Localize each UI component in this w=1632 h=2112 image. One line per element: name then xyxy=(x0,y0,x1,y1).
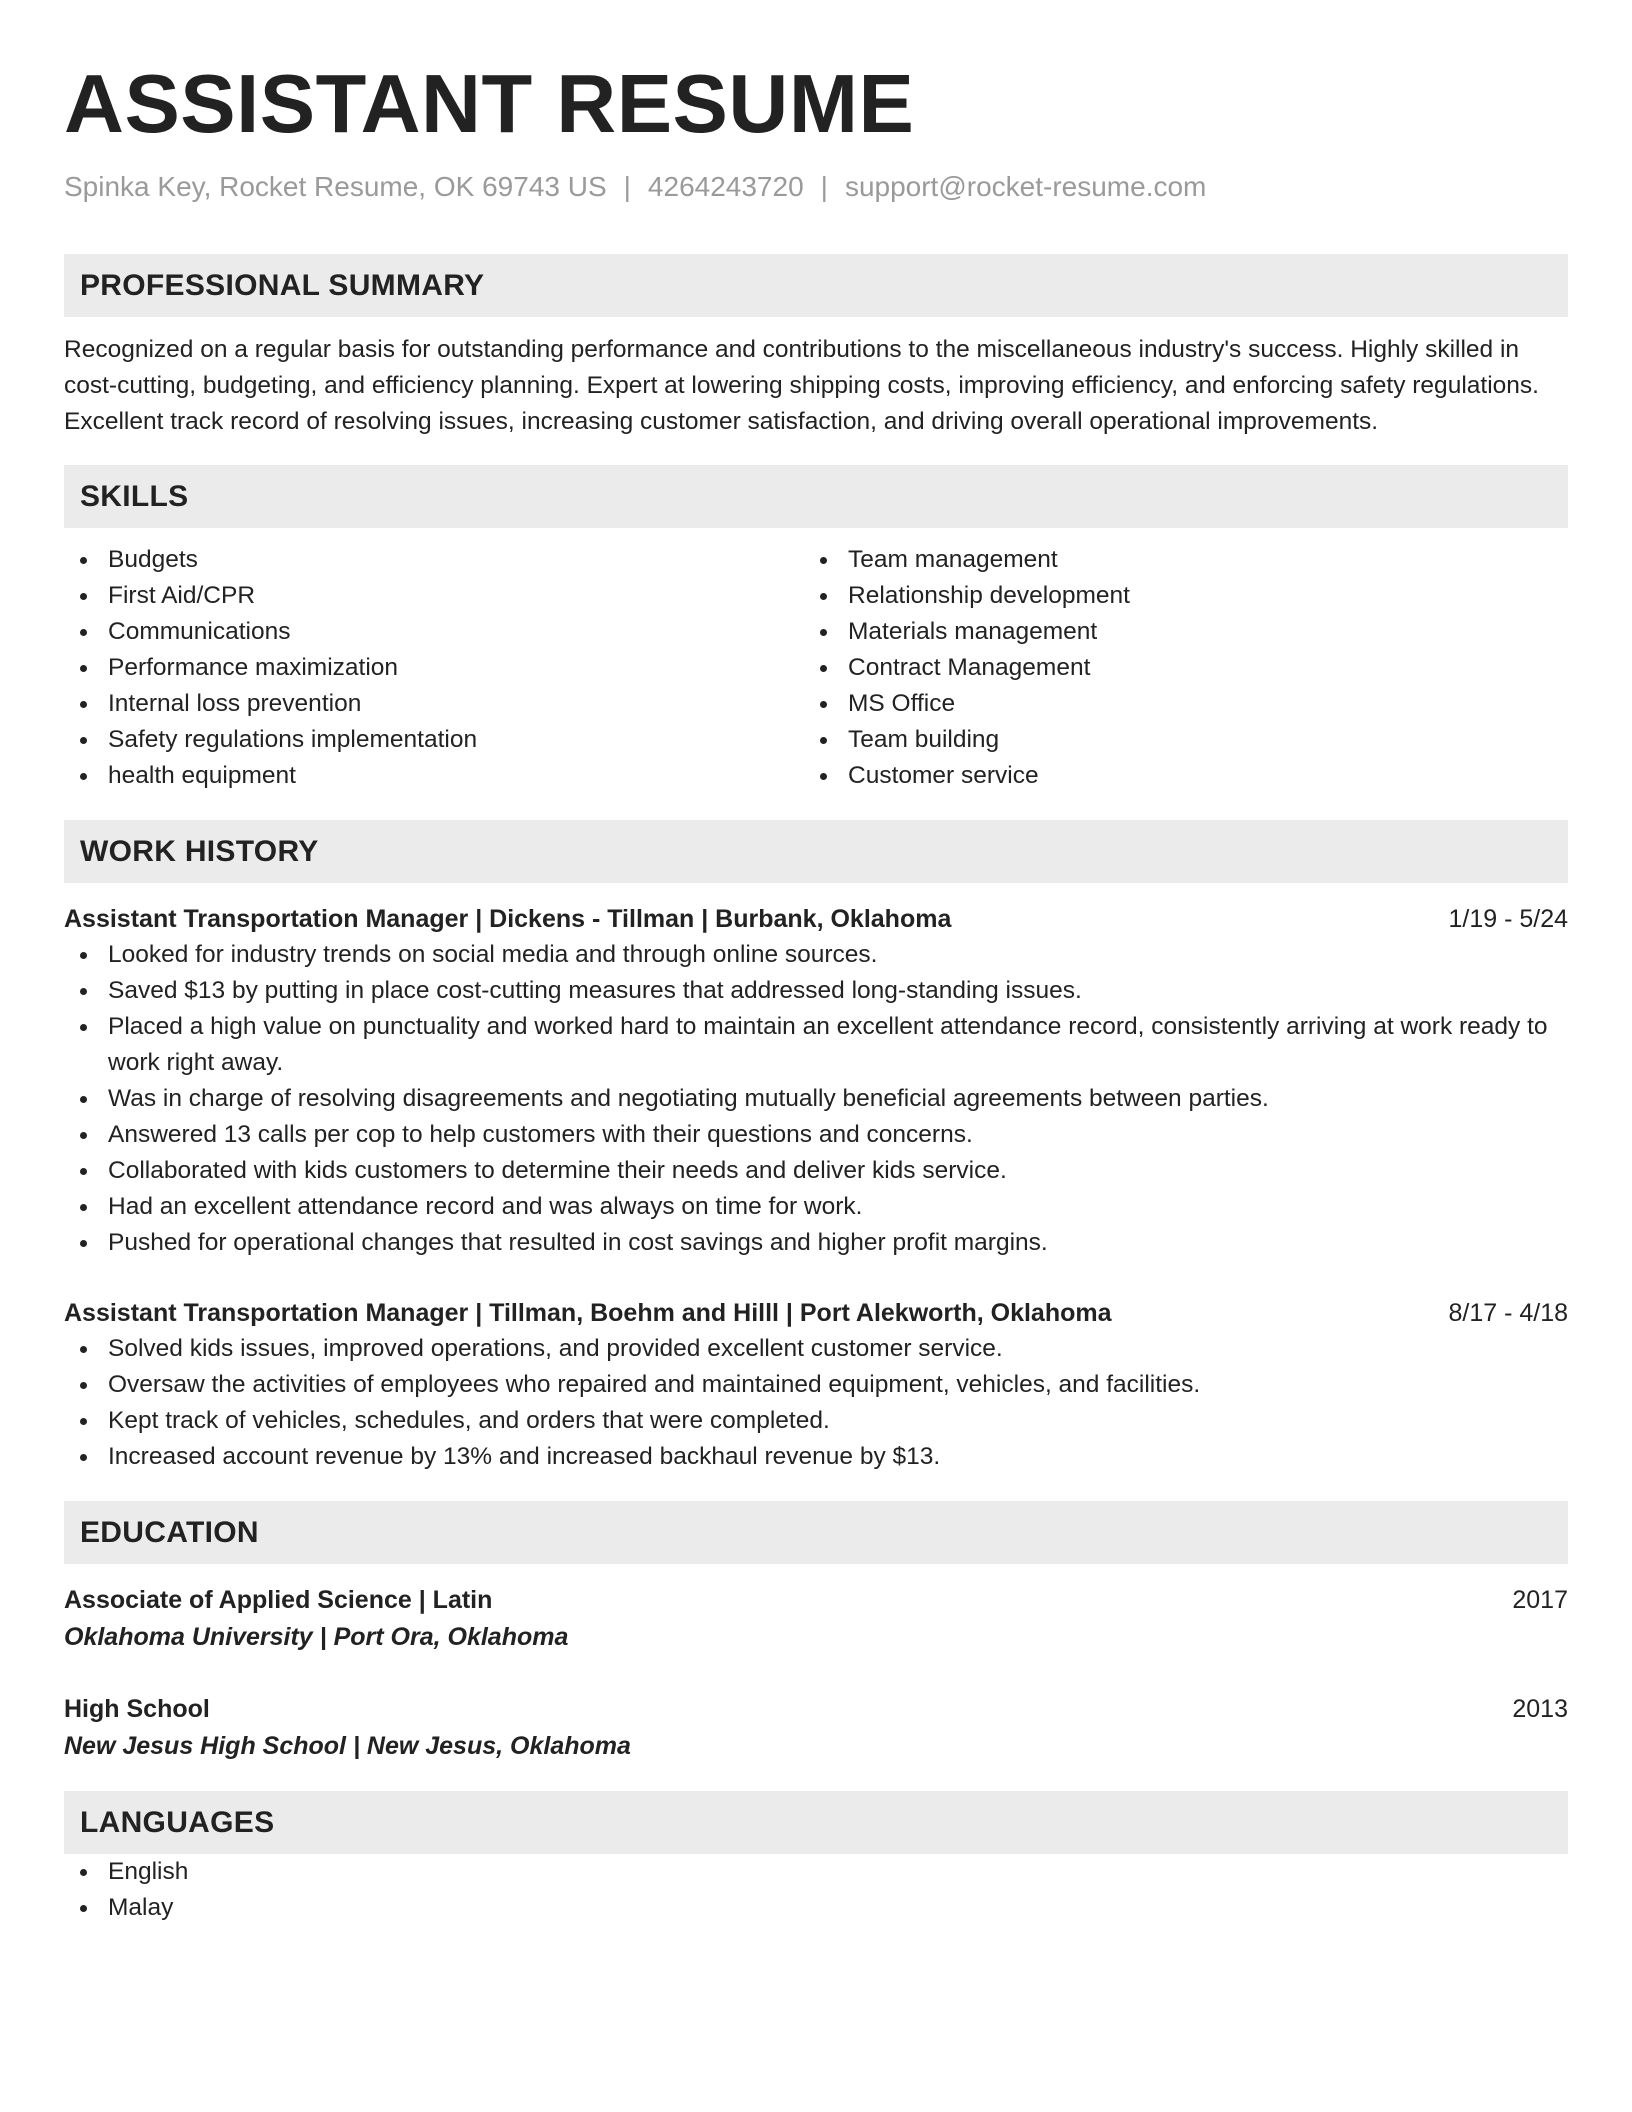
skill-label: Performance maximization xyxy=(108,654,399,681)
skill-label: First Aid/CPR xyxy=(108,582,256,609)
skill-item xyxy=(64,686,804,722)
contact-address: Spinka Key, Rocket Resume, OK 69743 US xyxy=(64,171,607,202)
bullet-icon xyxy=(80,1024,87,1031)
bullet-icon xyxy=(80,1132,87,1139)
bullet-icon xyxy=(80,1418,87,1425)
job-duty xyxy=(64,1331,1568,1367)
skill-label: Budgets xyxy=(108,546,198,573)
duty-text: Kept track of vehicles, schedules, and orders that were completed. xyxy=(108,1407,830,1434)
section-heading-skills: SKILLS xyxy=(64,465,1568,528)
bullet-icon xyxy=(80,1168,87,1175)
skill-label: MS Office xyxy=(848,690,956,717)
skill-item xyxy=(64,578,804,614)
language-label: English xyxy=(108,1858,189,1885)
job-title: Assistant Transportation Manager | Dickens - Tillman | Burbank, Oklahoma xyxy=(64,905,952,933)
skill-item xyxy=(64,614,804,650)
bullet-icon xyxy=(820,629,827,636)
skill-label: health equipment xyxy=(108,762,296,789)
skills-list xyxy=(64,542,1568,794)
duty-text: Saved $13 by putting in place cost-cutting measures that addressed long-standing issues. xyxy=(108,977,1082,1004)
bullet-icon xyxy=(80,1096,87,1103)
skills-column-left xyxy=(64,542,804,794)
section-heading-summary: PROFESSIONAL SUMMARY xyxy=(64,254,1568,317)
bullet-icon xyxy=(820,665,827,672)
bullet-icon xyxy=(820,593,827,600)
skill-item xyxy=(804,542,1544,578)
job-duty xyxy=(64,1403,1568,1439)
job-header xyxy=(64,1295,1568,1331)
job-duties xyxy=(64,1331,1568,1475)
contact-separator: | xyxy=(820,171,828,202)
languages-list xyxy=(64,1854,1568,1926)
education-year: 2013 xyxy=(1512,1695,1568,1723)
bullet-icon xyxy=(820,737,827,744)
bullet-icon xyxy=(80,1240,87,1247)
bullet-icon xyxy=(80,1905,87,1912)
duty-text: Placed a high value on punctuality and worked hard to maintain an excellent attendance record, consistently arriving at work ready to work right away. xyxy=(108,1013,1548,1076)
job-duty xyxy=(64,1153,1568,1189)
job-duty xyxy=(64,973,1568,1009)
skill-item xyxy=(804,758,1544,794)
contact-email: support@rocket-resume.com xyxy=(844,171,1207,202)
skill-item xyxy=(804,650,1544,686)
education-entry xyxy=(64,1691,1568,1764)
skill-item xyxy=(804,686,1544,722)
section-heading-work-history: WORK HISTORY xyxy=(64,820,1568,883)
job-duty xyxy=(64,1367,1568,1403)
duty-text: Answered 13 calls per cop to help customers with their questions and concerns. xyxy=(108,1121,973,1148)
bullet-icon xyxy=(80,629,87,636)
contact-separator: | xyxy=(623,171,631,202)
duty-text: Pushed for operational changes that resulted in cost savings and higher profit margins. xyxy=(108,1229,1048,1256)
bullet-icon xyxy=(80,593,87,600)
bullet-icon xyxy=(80,1204,87,1211)
education-degree: High School xyxy=(64,1695,210,1723)
education-entry xyxy=(64,1582,1568,1655)
duty-text: Had an excellent attendance record and was always on time for work. xyxy=(108,1193,863,1220)
duty-text: Solved kids issues, improved operations, and provided excellent customer service. xyxy=(108,1335,1003,1362)
bullet-icon xyxy=(820,557,827,564)
job-header xyxy=(64,901,1568,937)
bullet-icon xyxy=(80,665,87,672)
job-duty xyxy=(64,1009,1568,1081)
education-school: New Jesus High School | New Jesus, Oklahoma xyxy=(64,1732,631,1760)
language-label: Malay xyxy=(108,1894,174,1921)
job-duties xyxy=(64,937,1568,1261)
bullet-icon xyxy=(80,988,87,995)
skill-item xyxy=(64,758,804,794)
bullet-icon xyxy=(80,1454,87,1461)
duty-text: Was in charge of resolving disagreements and negotiating mutually beneficial agreements between parties. xyxy=(108,1085,1269,1112)
bullet-icon xyxy=(80,773,87,780)
education-header xyxy=(64,1691,1568,1727)
skill-label: Communications xyxy=(108,618,291,645)
job-duty xyxy=(64,1081,1568,1117)
job-title: Assistant Transportation Manager | Tillman, Boehm and Hilll | Port Alekworth, Oklahoma xyxy=(64,1299,1112,1327)
skill-item xyxy=(804,722,1544,758)
skill-item xyxy=(64,722,804,758)
contact-phone: 4264243720 xyxy=(647,171,804,202)
skill-label: Contract Management xyxy=(848,654,1091,681)
bullet-icon xyxy=(80,737,87,744)
job-duty xyxy=(64,937,1568,973)
education-school: Oklahoma University | Port Ora, Oklahoma xyxy=(64,1623,569,1651)
skill-label: Materials management xyxy=(848,618,1098,645)
skill-item xyxy=(804,614,1544,650)
job-duty xyxy=(64,1117,1568,1153)
duty-text: Oversaw the activities of employees who repaired and maintained equipment, vehicles, and facilities. xyxy=(108,1371,1201,1398)
summary-text: Recognized on a regular basis for outstanding performance and contributions to the miscellaneous industry's success. Highly skilled in cost-cutting, budgeting, and efficiency planning. Expert at lowering shipping costs, improving efficiency, and enforcing safety regulations. Excellent track record of resolving issues, increasing customer satisfaction, and driving overall operational improvements. xyxy=(64,336,1539,435)
job-duty xyxy=(64,1439,1568,1475)
section-heading-education: EDUCATION xyxy=(64,1501,1568,1564)
job-duty xyxy=(64,1189,1568,1225)
job-duty xyxy=(64,1225,1568,1261)
duty-text: Collaborated with kids customers to determine their needs and deliver kids service. xyxy=(108,1157,1007,1184)
bullet-icon xyxy=(80,1382,87,1389)
education-degree: Associate of Applied Science | Latin xyxy=(64,1586,493,1614)
contact-line xyxy=(64,170,1568,204)
bullet-icon xyxy=(80,952,87,959)
skill-label: Internal loss prevention xyxy=(108,690,362,717)
section-heading-languages: LANGUAGES xyxy=(64,1791,1568,1854)
education-header xyxy=(64,1582,1568,1618)
skill-item xyxy=(64,650,804,686)
job-dates: 8/17 - 4/18 xyxy=(1448,1299,1568,1327)
skill-item xyxy=(804,578,1544,614)
duty-text: Looked for industry trends on social media and through online sources. xyxy=(108,941,878,968)
skill-label: Team building xyxy=(848,726,1000,753)
job-dates: 1/19 - 5/24 xyxy=(1448,905,1568,933)
job-entry xyxy=(64,1295,1568,1475)
language-item xyxy=(64,1854,1568,1890)
bullet-icon xyxy=(80,557,87,564)
education-year: 2017 xyxy=(1512,1586,1568,1614)
resume-title: ASSISTANT RESUME xyxy=(64,57,915,150)
duty-text: Increased account revenue by 13% and increased backhaul revenue by $13. xyxy=(108,1443,941,1470)
skills-column-right xyxy=(804,542,1544,794)
skill-label: Relationship development xyxy=(848,582,1130,609)
language-item xyxy=(64,1890,1568,1926)
bullet-icon xyxy=(80,701,87,708)
skill-label: Customer service xyxy=(848,762,1039,789)
skill-item xyxy=(64,542,804,578)
skill-label: Safety regulations implementation xyxy=(108,726,478,753)
bullet-icon xyxy=(80,1346,87,1353)
bullet-icon xyxy=(820,701,827,708)
bullet-icon xyxy=(80,1869,87,1876)
bullet-icon xyxy=(820,773,827,780)
job-entry xyxy=(64,901,1568,1261)
skill-label: Team management xyxy=(848,546,1058,573)
